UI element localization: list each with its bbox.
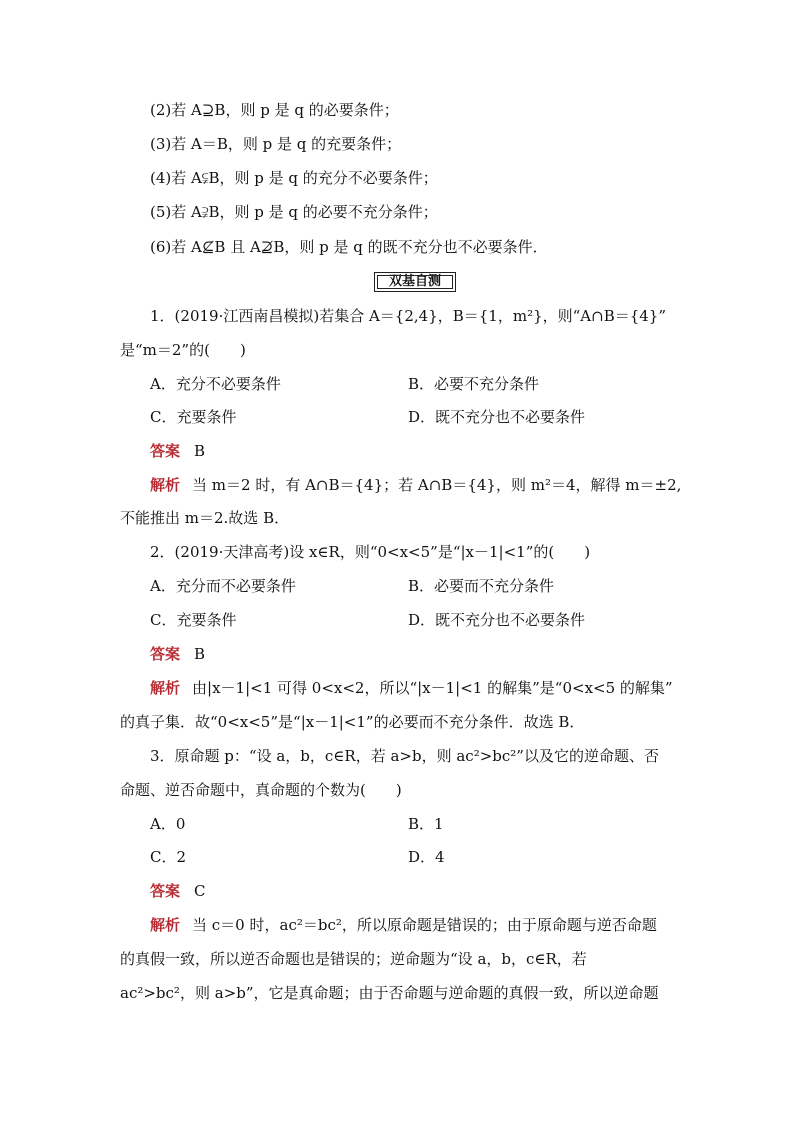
q2-option-d: D．既不充分也不必要条件 [408,611,586,629]
condition-3: (3)若 A＝B，则 p 是 q 的充要条件； [150,135,402,153]
q3-analysis-text: 当 c＝0 时，ac²＝bc²，所以原命题是错误的；由于原命题与逆否命题 [192,916,657,934]
q1-option-a: A．充分不必要条件 [150,375,281,393]
q2-option-c: C．充要条件 [150,611,237,629]
q3-stem-line2: 命题、逆否命题中，真命题的个数为( ) [120,781,402,799]
q1-answer-value: B [194,442,206,460]
q3-analysis-line1 [150,915,657,935]
q3-analysis-line2: 的真假一致，所以逆否命题也是错误的；逆命题为“设 a，b，c∈R，若 [120,950,587,968]
q3-option-b: B．1 [408,815,444,833]
condition-4: (4)若 A⫋B，则 p 是 q 的充分不必要条件； [150,169,438,187]
answer-label: 答案 [150,645,181,663]
analysis-label: 解析 [150,916,181,934]
q1-stem-line2: 是“m＝2”的( ) [120,341,246,359]
q3-analysis-line3: ac²>bc²，则 a>b”，它是真命题；由于否命题与逆命题的真假一致，所以逆命题 [120,984,659,1002]
q3-option-c: C．2 [150,848,187,866]
q1-analysis-text: 当 m＝2 时，有 A∩B＝{4}；若 A∩B＝{4}，则 m²＝4，解得 m＝±2, [192,476,682,494]
q1-option-c: C．充要条件 [150,408,237,426]
q2-analysis-line2: 的真子集．故“0<x<5”是“|x－1|<1”的必要而不充分条件．故选 B． [120,713,585,731]
q2-answer-value: B [194,645,206,663]
analysis-label: 解析 [150,476,181,494]
q2-option-a: A．充分而不必要条件 [150,577,296,595]
q2-stem: 2．(2019·天津高考)设 x∈R，则“0<x<5”是“|x－1|<1”的( ) [150,543,591,561]
q2-analysis-text: 由|x－1|<1 可得 0<x<2，所以“|x－1|<1 的解集”是“0<x<5 的解集” [192,679,673,697]
analysis-label: 解析 [150,679,181,697]
q1-answer [150,441,205,461]
condition-5: (5)若 A⫌B，则 p 是 q 的必要不充分条件； [150,203,438,221]
q2-analysis-line1 [150,678,673,698]
q1-option-b: B．必要不充分条件 [408,375,540,393]
q2-answer [150,644,205,664]
q3-stem-line1: 3．原命题 p：“设 a，b，c∈R，若 a>b，则 ac²>bc²”以及它的逆命题、否 [150,747,659,765]
q3-answer-value: C [194,882,206,900]
q3-option-d: D．4 [408,848,445,866]
condition-6: (6)若 A⊈B 且 A⊉B，则 p 是 q 的既不充分也不必要条件． [150,238,548,256]
answer-label: 答案 [150,442,181,460]
q3-option-a: A．0 [150,815,186,833]
q1-stem-line1: 1．(2019·江西南昌模拟)若集合 A＝{2,4}，B＝{1，m²}，则“A∩B＝{4}” [150,307,667,325]
section-title: 双基自测 [374,272,456,292]
q1-analysis-line2: 不能推出 m＝2.故选 B． [120,509,290,527]
answer-label: 答案 [150,882,181,900]
condition-2: (2)若 A⊇B，则 p 是 q 的必要条件； [150,101,399,119]
q1-option-d: D．既不充分也不必要条件 [408,408,586,426]
q2-option-b: B．必要而不充分条件 [408,577,555,595]
q1-analysis-line1 [150,475,681,495]
q3-answer [150,881,206,901]
